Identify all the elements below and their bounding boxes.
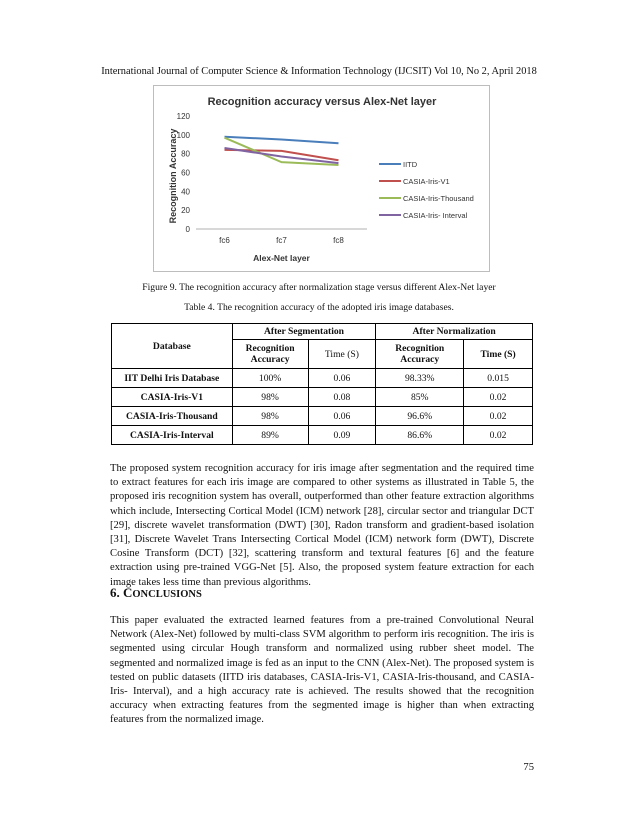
y-tick-label: 0	[185, 225, 190, 234]
table-cell: CASIA-Iris-Thousand	[112, 407, 233, 426]
table-cell: 0.06	[308, 407, 376, 426]
legend-label: IITD	[403, 160, 418, 169]
line-chart-svg	[154, 86, 489, 271]
table-cell: 0.08	[308, 388, 376, 407]
table-subheader: Time (S)	[464, 340, 533, 369]
series-line	[225, 137, 339, 144]
body-paragraph-1: The proposed system recognition accuracy for iris image after segmentation and the required time to extract features for each iris image are compared to other systems as illustrated in Table 5, the proposed iris recognition system has overall, outperformed than other feature extraction algorithms which include, Intersecting Cortical Model (ICM) network [28], circular sector and triangular DCT [29], discrete wavelet transformation (DWT) [30], Radon transform and gradient-based isolation [31], Discrete Wavelet Trans Intersecting Cortical Model (ICM) network form (DWT), Discrete Cosine Transform (DCT) [32], scattering transform and textural features [6] and the feature extraction using pre-trained VGG-Net [5]. Also, the proposed system feature extraction for each image takes less time than previous algorithms.	[110, 463, 534, 588]
table-caption: Table 4. The recognition accuracy of the adopted iris image databases.	[184, 302, 454, 313]
table-subheader: Recognition Accuracy	[376, 340, 464, 369]
table-cell: CASIA-Iris-Interval	[112, 426, 233, 445]
table-row	[112, 369, 533, 388]
table-subheader: Time (S)	[308, 340, 376, 369]
journal-header: International Journal of Computer Science & Information Technology (IJCSIT) Vol 10, No 2, April 2018	[101, 66, 537, 77]
y-tick-label: 80	[181, 149, 190, 159]
table-cell: 0.09	[308, 426, 376, 445]
x-tick-label: fc8	[333, 236, 344, 245]
y-tick-label: 20	[181, 206, 190, 216]
table-header-database: Database	[112, 324, 233, 369]
table-cell: 0.06	[308, 369, 376, 388]
chart-title: Recognition accuracy versus Alex-Net layer	[207, 96, 437, 108]
y-tick-label: 120	[176, 112, 190, 121]
y-axis-label: Recognition Accuracy	[168, 128, 178, 224]
y-tick-label: 60	[181, 168, 190, 178]
legend-label: CASIA-Iris- Interval	[403, 211, 468, 220]
x-axis-label: Alex-Net layer	[253, 253, 310, 263]
table-cell: 98%	[232, 388, 308, 407]
section-title-initial: C	[123, 585, 133, 600]
table-cell: 98.33%	[376, 369, 464, 388]
table-cell: 96.6%	[376, 407, 464, 426]
x-tick-label: fc7	[276, 236, 287, 245]
x-tick-label: fc6	[219, 236, 230, 245]
accuracy-table	[111, 323, 533, 445]
section-number: 6.	[110, 585, 120, 600]
table-cell: 100%	[232, 369, 308, 388]
table-cell: IIT Delhi Iris Database	[112, 369, 233, 388]
table-cell: 0.02	[464, 426, 533, 445]
y-tick-label: 40	[181, 187, 190, 197]
table-header-after-segmentation: After Segmentation	[232, 324, 376, 340]
table-cell: CASIA-Iris-V1	[112, 388, 233, 407]
section-title-rest: ONCLUSIONS	[132, 589, 202, 600]
table-cell: 0.02	[464, 407, 533, 426]
table-header-after-normalization: After Normalization	[376, 324, 533, 340]
body-paragraph-2: This paper evaluated the extracted learned features from a pre-trained Convolutional Neural Network (Alex-Net) followed by multi-class SVM algorithm to perform iris recognition. The iris is segmented using circular Hough transform and normalized using rubber sheet model. The segmented and normalized image is fed as an input to the CNN (Alex-Net). The proposed system is tested on public datasets (IITD iris databases, CASIA-Iris-V1, CASIA-Iris-thousand, and CASIA-Iris- Interval), and a high accuracy rate is achieved. The results showed that the recognition accuracy when extracting features from the segmented image is higher than when extracting features from the normalized image.	[110, 615, 534, 726]
table-cell: 85%	[376, 388, 464, 407]
table-cell: 89%	[232, 426, 308, 445]
table-row	[112, 407, 533, 426]
table-cell: 98%	[232, 407, 308, 426]
figure-9-chart	[153, 85, 490, 272]
table-cell: 0.02	[464, 388, 533, 407]
table-cell: 0.015	[464, 369, 533, 388]
page-number: 75	[523, 762, 534, 773]
figure-caption: Figure 9. The recognition accuracy after normalization stage versus different Alex-Net layer	[142, 282, 496, 293]
table-subheader: Recognition Accuracy	[232, 340, 308, 369]
y-tick-label: 100	[176, 130, 190, 140]
legend-label: CASIA-Iris-V1	[403, 177, 450, 186]
table-row	[112, 426, 533, 445]
legend-label: CASIA-Iris-Thousand	[403, 194, 474, 203]
section-heading-conclusions	[110, 585, 202, 601]
table-cell: 86.6%	[376, 426, 464, 445]
table-row	[112, 388, 533, 407]
